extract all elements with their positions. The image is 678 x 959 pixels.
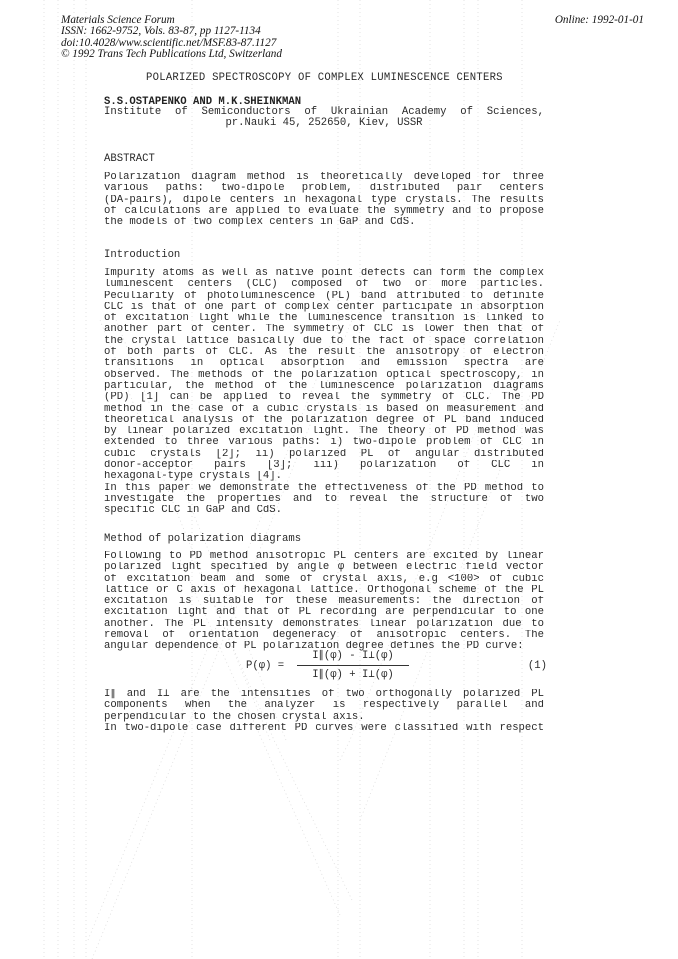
paper-authors: S.S.OSTAPENKO AND M.K.SHEINKMAN: [104, 96, 302, 108]
method-line: another. The PL intensity demonstrates linear polarization due to: [104, 618, 544, 630]
method-body-after-equation: [104, 689, 544, 734]
journal-name: Materials Science Forum: [61, 14, 175, 26]
intro-line: method in the case of a cubic crystals is based on measurement and: [104, 403, 544, 415]
abstract-heading: ABSTRACT: [104, 153, 155, 165]
issn-line: ISSN: 1662-9752, Vols. 83-87, pp 1127-1134: [61, 25, 261, 38]
intro-line: Impurity atoms as well as native point defects can form the complex: [104, 268, 544, 279]
intro-line: of excitation light while the luminescence transition is linked to: [104, 313, 544, 325]
intro-line: luminescent centers (CLC) composed of two or more particles.: [104, 279, 544, 291]
publication-header: [61, 15, 282, 60]
intro-line: particular, the method of the luminescence polarization diagrams: [104, 380, 544, 392]
intro-line: CLC is that of one part of complex center participate in absorption: [104, 301, 544, 313]
intro-line: of both parts of CLC. As the result the anisotropy of electron: [104, 347, 544, 359]
intro-line: specific CLC in GaP and CdS.: [104, 505, 283, 517]
intro-line: observed. The methods of the polarization optical spectroscopy, in: [104, 369, 544, 381]
method-line: components when the analyzer is respectively parallel and: [104, 700, 544, 712]
equation-fraction: [297, 651, 409, 681]
method-line: Following to PD method anisotropic PL centers are excited by linear: [104, 551, 544, 562]
intro-line: extended to three various paths: i) two-dipole problem of CLC in: [104, 437, 544, 449]
method-line: excitation is suitable for these measurements: the direction of: [104, 596, 544, 608]
equation-number: (1): [527, 660, 547, 672]
method-line: In two-dipole case different PD curves were classified with respect: [104, 722, 544, 734]
method-line: angular dependence of PL polarization degree defines the PD curve:: [104, 641, 524, 653]
online-date: Online: 1992-01-01: [554, 14, 644, 26]
abstract-line: Polarization diagram method is theoretically developed for three: [104, 172, 544, 183]
intro-line: investigate the properties and to reveal the structure of two: [104, 493, 544, 505]
intro-line: hexagonal-type crystals [4].: [104, 471, 283, 483]
introduction-heading: Introduction: [104, 249, 181, 261]
introduction-body: [104, 268, 544, 517]
method-body-before-equation: [104, 551, 544, 653]
affiliation-line-1: Institute of Semiconductors of Ukrainian Academy of Sciences,: [104, 106, 544, 118]
abstract-body: [104, 172, 544, 228]
affiliation: [104, 107, 544, 130]
equation-numerator: I∥(φ) - I⊥(φ): [312, 650, 394, 662]
intro-line: transitions in optical absorption and emission spectra are: [104, 358, 544, 370]
method-line: lattice or C axis of hexagonal lattice. Orthogonal scheme of the PL: [104, 584, 544, 596]
intro-line: the crystal lattice basically due to the fact of space correlation: [104, 335, 544, 347]
fraction-bar: [297, 665, 409, 666]
intro-line: cubic crystals [2]; ii) polarized PL of angular distributed: [104, 448, 544, 460]
method-heading: Method of polarization diagrams: [104, 533, 302, 545]
intro-line: donor-acceptor pairs [3]; iii) polarization of CLC in: [104, 460, 544, 472]
method-line: removal of orientation degeneracy of anisotropic centers. The: [104, 630, 544, 642]
intro-line: Peculiarity of photoluminescence (PL) band attributed to definite: [104, 290, 544, 302]
affiliation-line-2: pr.Nauki 45, 252650, Kiev, USSR: [225, 117, 423, 130]
method-line: excitation light and that of PL recording are perpendicular to one: [104, 607, 544, 619]
abstract-line: the models of two complex centers in GaP and CdS.: [104, 217, 416, 229]
intro-line: another part of center. The symmetry of CLC is lower then that of: [104, 324, 544, 336]
equation-denominator: I∥(φ) + I⊥(φ): [312, 669, 394, 681]
abstract-line: of calculations are applied to evaluate the symmetry and to propose: [104, 205, 544, 217]
equation-1: [104, 651, 549, 681]
equation-lhs: P(φ) =: [246, 660, 285, 672]
abstract-line: various paths: two-dipole problem, distributed pair centers: [104, 183, 544, 195]
method-line: of excitation beam and some of crystal axis, e.g <100> of cubic: [104, 573, 544, 585]
paper-title: POLARIZED SPECTROSCOPY OF COMPLEX LUMINESCENCE CENTERS: [146, 72, 503, 84]
intro-line: theoretical analysis of the polarization degree of PL band induced: [104, 414, 544, 426]
method-line: polarized light specified by angle φ between electric field vector: [104, 562, 544, 574]
intro-line: (PD) [1] can be applied to reveal the symmetry of CLC. The PD: [104, 392, 544, 404]
doi-link[interactable]: doi:10.4028/www.scientific.net/MSF.83-87.1127: [61, 36, 277, 49]
copyright-line: © 1992 Trans Tech Publications Ltd, Switzerland: [61, 47, 282, 60]
abstract-line: (DA-pairs), dipole centers in hexagonal type crystals. The results: [104, 194, 544, 206]
method-line: I∥ and I⊥ are the intensities of two orthogonally polarized PL: [104, 689, 544, 700]
method-line: perpendicular to the chosen crystal axis.: [104, 711, 365, 723]
intro-line: by linear polarized excitation light. The theory of PD method was: [104, 426, 544, 438]
intro-line: In this paper we demonstrate the effectiveness of the PD method to: [104, 482, 544, 494]
